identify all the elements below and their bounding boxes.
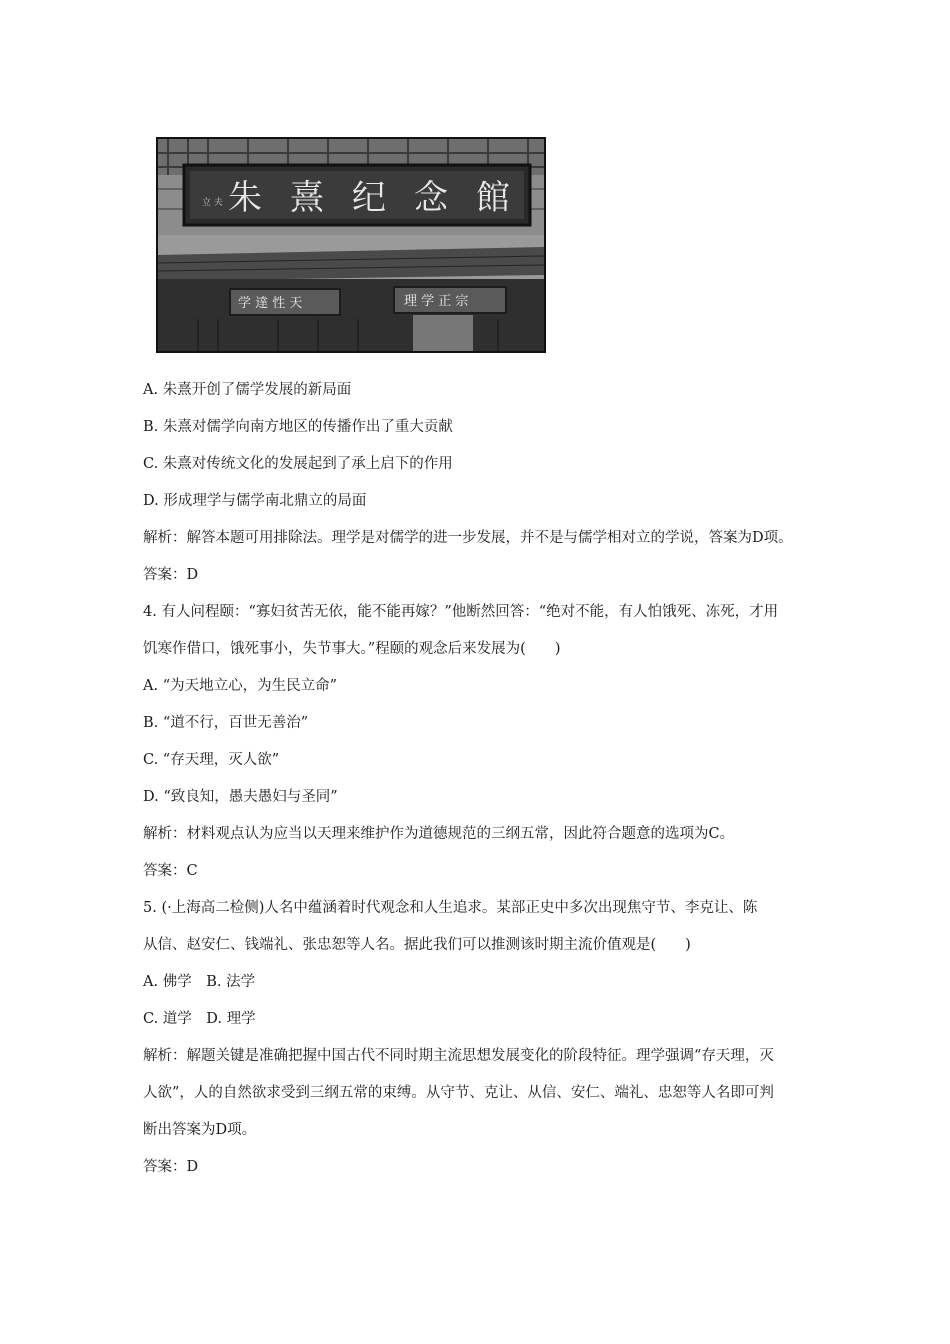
q3-option-b: B. 朱熹对儒学向南方地区的传播作出了重大贡献 <box>143 419 453 435</box>
q5-options-cd: C. 道学 D. 理学 <box>143 1011 256 1027</box>
q5-analysis-line1: 解析：解题关键是准确把握中国古代不同时期主流思想发展变化的阶段特征。理学强调“存天理，灭 <box>143 1048 774 1064</box>
q5-options-ab: A. 佛学 B. 法学 <box>143 974 256 990</box>
q5-analysis-line2: 人欲”，人的自然欲求受到三纲五常的束缚。从守节、克让、从信、安仁、端礼、忠恕等人名即可判 <box>143 1085 774 1101</box>
q4-option-c: C. “存天理，灭人欲” <box>143 752 280 768</box>
sign-right-text: 理 学 正 宗 <box>404 294 469 309</box>
q5-stem-line1: 5. (·上海高二检侧)人名中蕴涵着时代观念和人生追求。某部正史中多次出现焦守节、李克让、陈 <box>143 900 758 916</box>
q3-option-a: A. 朱熹开创了儒学发展的新局面 <box>143 382 352 398</box>
q4-stem-line1: 4. 有人问程颐：“寡妇贫苦无依，能不能再嫁？”他断然回答：“绝对不能，有人怕饿死、冻死，才用 <box>143 604 779 620</box>
q5-answer: 答案：D <box>143 1159 199 1175</box>
q5-stem-line2: 从信、赵安仁、钱端礼、张忠恕等人名。据此我们可以推测该时期主流价值观是( ) <box>143 937 691 953</box>
q4-option-b: B. “道不行，百世无善治” <box>143 715 309 731</box>
q3-option-c: C. 朱熹对传统文化的发展起到了承上启下的作用 <box>143 456 453 472</box>
q3-analysis: 解析：解答本题可用排除法。理学是对儒学的进一步发展，并不是与儒学相对立的学说，答案为D项。 <box>143 530 793 546</box>
q4-stem-line2: 饥寒作借口，饿死事小，失节事大。”程颐的观念后来发展为( ) <box>143 641 561 657</box>
zhu-xi-memorial-hall-photo <box>156 137 546 353</box>
q4-option-a: A. “为天地立心，为生民立命” <box>143 678 338 694</box>
q5-analysis-line3: 断出答案为D项。 <box>143 1122 257 1138</box>
q4-answer: 答案：C <box>143 863 198 879</box>
q3-answer: 答案：D <box>143 567 199 583</box>
q4-option-d: D. “致良知，愚夫愚妇与圣同” <box>143 789 338 805</box>
plaque-small-text: 立 夫 <box>202 198 223 208</box>
q4-analysis: 解析：材料观点认为应当以天理来维护作为道德规范的三纲五常，因此符合题意的选项为C。 <box>143 826 735 842</box>
plaque-main-text: 朱熹纪念館 <box>228 178 538 218</box>
q3-option-d: D. 形成理学与儒学南北鼎立的局面 <box>143 493 367 509</box>
sign-left-text: 学 達 性 天 <box>238 296 303 311</box>
